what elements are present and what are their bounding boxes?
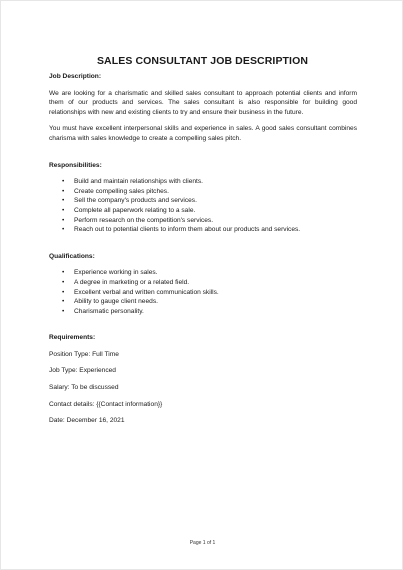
list-item: • Ability to gauge client needs. <box>49 297 357 307</box>
document-title: SALES CONSULTANT JOB DESCRIPTION <box>96 55 309 67</box>
salary: Salary: To be discussed <box>49 384 119 392</box>
qualifications-list <box>49 268 357 316</box>
responsibilities-list <box>49 177 357 235</box>
qualifications-heading: Qualifications: <box>49 252 95 260</box>
document-body <box>49 72 357 426</box>
position-type: Position Type: Full Time <box>49 350 119 358</box>
list-item: • Perform research on the competition's services. <box>49 216 357 226</box>
contact-details: Contact details: {{Contact information}} <box>49 400 163 408</box>
list-item: • A degree in marketing or a related field. <box>49 278 357 288</box>
list-item: • Reach out to potential clients to inform them about our products and services. <box>49 225 357 235</box>
list-item: • Complete all paperwork relating to a sale. <box>49 206 357 216</box>
date: Date: December 16, 2021 <box>49 417 125 425</box>
responsibilities-heading: Responsibilities: <box>49 161 102 169</box>
list-item: • Experience working in sales. <box>49 268 357 278</box>
list-item: • Build and maintain relationships with clients. <box>49 177 357 187</box>
requirements-heading: Requirements: <box>49 334 96 342</box>
list-item: • Excellent verbal and written communication skills. <box>49 288 357 298</box>
job-description-heading: Job Description: <box>49 73 102 80</box>
job-description-paragraph-2: You must have excellent interpersonal skills and experience in sales. A good sales consultant combines charisma with sales knowledge to create a compelling sales pitch. <box>49 125 357 142</box>
page-number: Page 1 of 1 <box>189 540 216 546</box>
list-item: • Create compelling sales pitches. <box>49 187 357 197</box>
list-item: • Sell the company's products and services. <box>49 196 357 206</box>
job-description-paragraph-1: We are looking for a charismatic and skilled sales consultant to approach potential clients and inform them of our products and services. The sales consultant is also responsible for building good relationships with new and existing clients to try and ensure their business in the future. <box>49 89 357 116</box>
list-item: • Charismatic personality. <box>49 307 357 317</box>
job-type: Job Type: Experienced <box>49 367 116 375</box>
